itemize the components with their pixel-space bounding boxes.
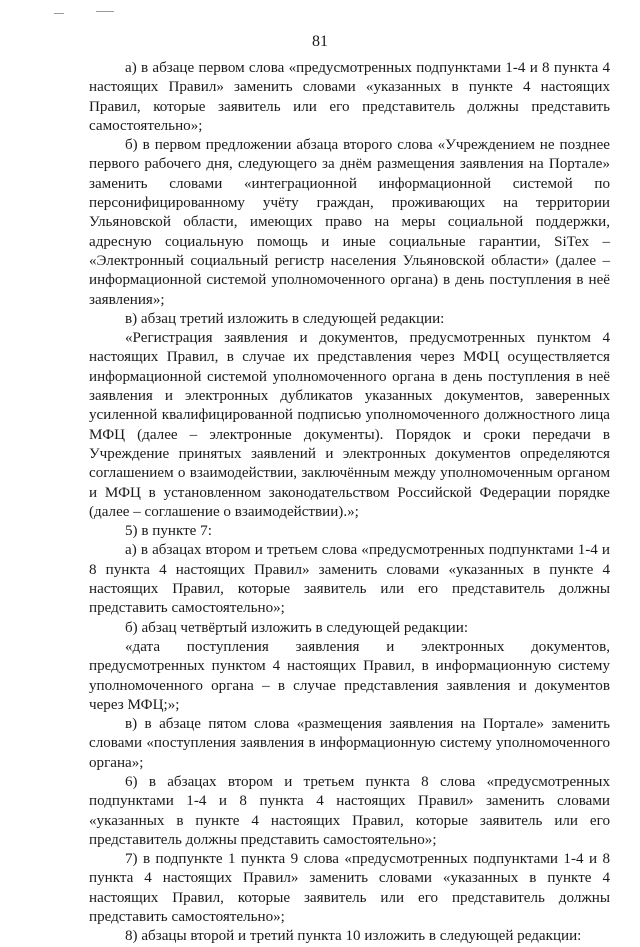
page-number: 81: [312, 33, 328, 50]
paragraph: б) в первом предложении абзаца второго слова «Учреждением не позднее первого рабочего дня, следующего за днём размещения заявления на Портале» заменить словами «интеграционной информационной системой по персонифицированному учёту граждан, проживающих на территории Ульяновской области, имеющих право на меры социальной поддержки, адресную социальную помощь и иные социальные гарантии, SiTex – «Электронный социальный регистр населения Ульяновской области» (далее – информационной системой уполномоченного органа) в день поступления в неё заявления»;: [89, 137, 610, 308]
paragraph: «Регистрация заявления и документов, предусмотренных пунктом 4 настоящих Правил, в случае их представления через МФЦ осуществляется информационной системой уполномоченного органа в день поступления в неё заявления и электронных дубликатов указанных документов, заверенных усиленной квалифицированной подписью уполномоченного должностного лица МФЦ (далее – электронные документы). Порядок и сроки передачи в Учреждение принятых заявлений и электронных документов определяются соглашением о взаимодействии, заключённым между уполномоченным органом и МФЦ в установленном законодательством Российской Федерации порядке (далее – соглашение о взаимодействии).»;: [89, 330, 610, 520]
paragraph: а) в абзаце первом слова «предусмотренных подпунктами 1-4 и 8 пункта 4 настоящих Правил» заменить словами «указанных в пункте 4 настоящих Правил, которые заявитель или его представитель должны представить самостоятельно»;: [89, 60, 610, 134]
paragraph: в) абзац третий изложить в следующей редакции:: [125, 310, 445, 327]
paragraph: 8) абзацы второй и третий пункта 10 изложить в следующей редакции:: [125, 928, 582, 945]
paragraph: в) в абзаце пятом слова «размещения заявления на Портале» заменить словами «поступления заявления в информационную систему уполномоченного органа»;: [89, 716, 610, 771]
paragraph: 7) в подпункте 1 пункта 9 слова «предусмотренных подпунктами 1-4 и 8 пункта 4 настоящих Правил» заменить словами «указанных в пункте 4 настоящих Правил, которые заявитель или его представитель должны представить самостоятельно»;: [89, 851, 610, 926]
paragraph: «дата поступления заявления и электронных документов, предусмотренных пунктом 4 настоящих Правил, в информационную систему уполномоченного органа – в случае представления заявления и документов через МФЦ;»;: [89, 638, 610, 713]
document-body: [89, 59, 610, 947]
paragraph: 6) в абзацах втором и третьем пункта 8 слова «предусмотренных подпунктами 1-4 и 8 пункта 4 настоящих Правил» заменить словами «указанных в пункте 4 настоящих Правил, которые заявитель или его представитель должны представить самостоятельно»;: [89, 773, 610, 848]
scan-mark: [54, 13, 64, 14]
paragraph: а) в абзацах втором и третьем слова «предусмотренных подпунктами 1-4 и 8 пункта 4 настоящих Правил» заменить словами «указанных в пункте 4 настоящих Правил, которые заявитель или его представитель должны представить самостоятельно»;: [89, 542, 610, 617]
scan-mark: [96, 11, 114, 12]
paragraph: 5) в пункте 7:: [125, 523, 212, 540]
paragraph: б) абзац четвёртый изложить в следующей редакции:: [125, 619, 469, 636]
